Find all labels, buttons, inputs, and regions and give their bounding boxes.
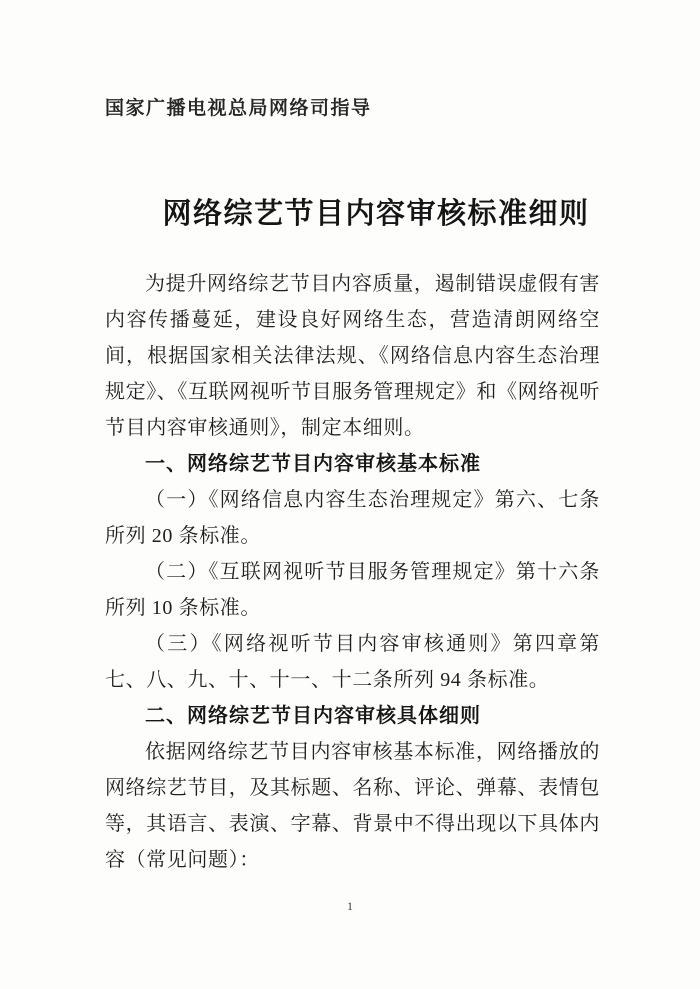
section-1-item-1: （一）《网络信息内容生态治理规定》第六、七条所列 20 条标准。 [105, 489, 600, 547]
document-title: 网络综艺节目内容审核标准细则 [162, 198, 590, 230]
page-number: 1 [347, 899, 353, 913]
section-2-paragraph: 依据网络综艺节目内容审核基本标准，网络播放的网络综艺节目，及其标题、名称、评论、弹幕、表情包等，其语言、表演、字幕、背景中不得出现以下具体内容（常见问题）： [105, 741, 600, 871]
section-1-item-2: （二）《互联网视听节目服务管理规定》第十六条所列 10 条标准。 [105, 561, 600, 619]
section-2-heading: 二、网络综艺节目内容审核具体细则 [145, 705, 481, 727]
document-body [105, 266, 600, 878]
section-1-heading: 一、网络综艺节目内容审核基本标准 [145, 453, 481, 475]
section-1-item-3: （三）《网络视听节目内容审核通则》第四章第七、八、九、十、十一、十二条所列 94 条标准。 [105, 633, 600, 691]
intro-paragraph: 为提升网络综艺节目内容质量，遏制错误虚假有害内容传播蔓延，建设良好网络生态，营造清朗网络空间，根据国家相关法律法规、《网络信息内容生态治理规定》、《互联网视听节目服务管理规定》和《网络视听节目内容审核通则》，制定本细则。 [105, 273, 600, 439]
guidance-note: 国家广播电视总局网络司指导 [105, 98, 372, 119]
